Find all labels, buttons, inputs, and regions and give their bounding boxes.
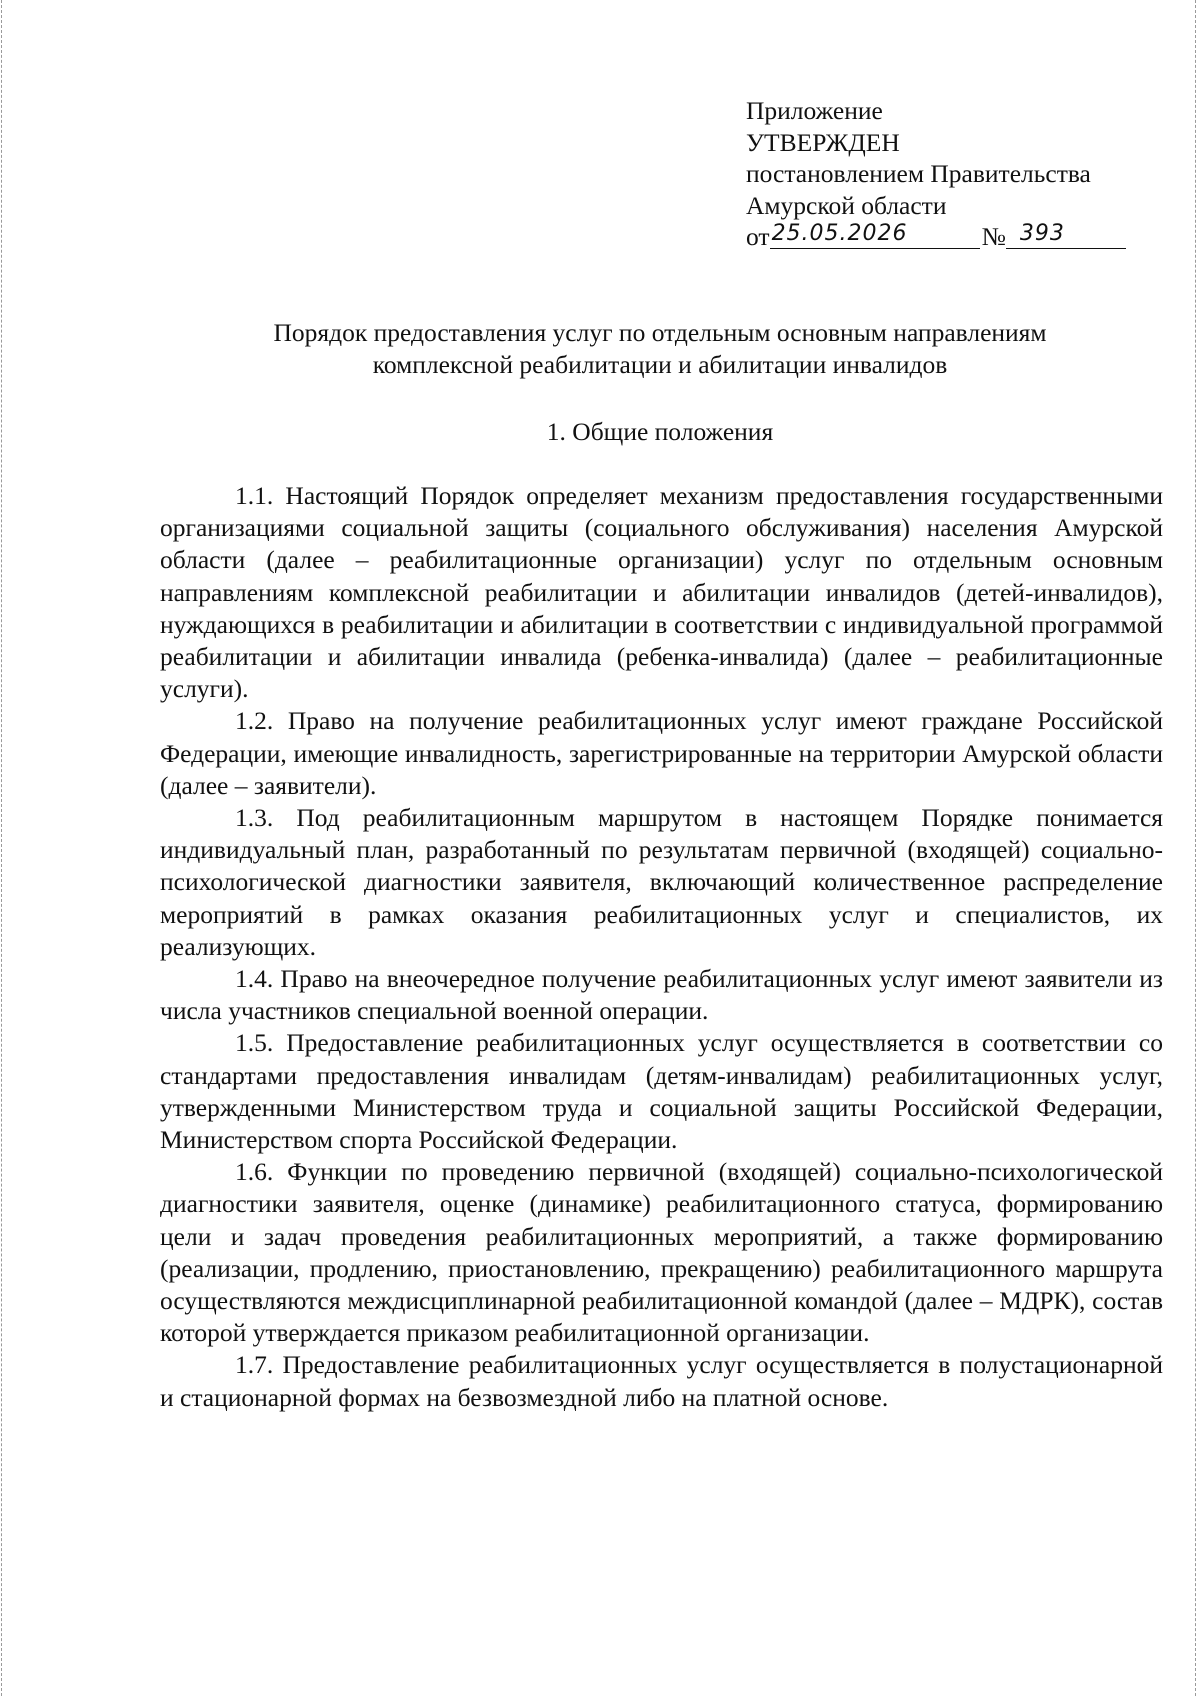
paragraph-1-4: 1.4. Право на внеочередное получение реабилитационных услуг имеют заявители из числа участников специальной военной операции. <box>160 964 1163 1026</box>
number-prefix: № <box>981 222 1006 251</box>
approval-block <box>746 95 1166 253</box>
document-title <box>150 317 1170 381</box>
paragraph-1-1: 1.1. Настоящий Порядок определяет механизм предоставления государственными организациями социальной защиты (социального обслуживания) населения Амурской области (далее – реабилитационные организации) услуг по отдельным основным направлениям комплексной реабилитации и абилитации инвалидов (детей-инвалидов), нуждающихся в реабилитации и абилитации в соответствии с индивидуальной программой реабилитации и абилитации инвалида (ребенка-инвалида) (далее – реабилитационные услуги). <box>160 481 1163 704</box>
date-number-line <box>746 221 1166 253</box>
approved-label: УТВЕРЖДЕН <box>746 127 900 157</box>
handwritten-number: 393 <box>1019 221 1065 246</box>
number-field <box>1006 221 1126 249</box>
document-body <box>160 480 1163 1414</box>
scan-edge-left <box>1 0 2 1696</box>
document-title-line-1: Порядок предоставления услуг по отдельным основным направлениям <box>273 318 1047 347</box>
paragraph-1-7: 1.7. Предоставление реабилитационных услуг осуществляется в полустационарной и стационарной формах на безвозмездной либо на платной основе. <box>160 1350 1163 1412</box>
paragraph-1-6: 1.6. Функции по проведению первичной (входящей) социально-психологической диагностики заявителя, оценке (динамике) реабилитационного статуса, формированию цели и задач проведения реабилитационных мероприятий, а также формированию (реализации, продлению, приостановлению, прекращению) реабилитационного маршрута осуществляются междисциплинарной реабилитационной командой (далее – МДРК), состав которой утверждается приказом реабилитационной организации. <box>160 1157 1163 1348</box>
scan-edge-right <box>1195 0 1196 1696</box>
resolution-label: постановлением Правительства <box>746 159 1091 188</box>
paragraph-1-2: 1.2. Право на получение реабилитационных услуг имеют граждане Российской Федерации, имеющие инвалидность, зарегистрированные на территории Амурской области (далее – заявители). <box>160 706 1163 800</box>
paragraph-1-5: 1.5. Предоставление реабилитационных услуг осуществляется в соответствии со стандартами предоставления инвалидам (детям-инвалидам) реабилитационных услуг, утвержденными Министерством труда и социальной защиты Российской Федерации, Министерством спорта Российской Федерации. <box>160 1028 1163 1155</box>
date-prefix: от <box>746 222 770 251</box>
handwritten-date: 25.05.2026 <box>771 221 908 246</box>
paragraph-1-3: 1.3. Под реабилитационным маршрутом в настоящем Порядке понимается индивидуальный план, разработанный по результатам первичной (входящей) социально-психологической диагностики заявителя, включающий количественное распределение мероприятий в рамках оказания реабилитационных услуг и специалистов, их реализующих. <box>160 803 1163 961</box>
region-label: Амурской области <box>746 190 947 220</box>
document-title-line-2: комплексной реабилитации и абилитации инвалидов <box>372 350 948 379</box>
date-field <box>770 221 980 249</box>
appendix-label: Приложение <box>746 96 883 125</box>
section-heading: 1. Общие положения <box>546 417 774 446</box>
